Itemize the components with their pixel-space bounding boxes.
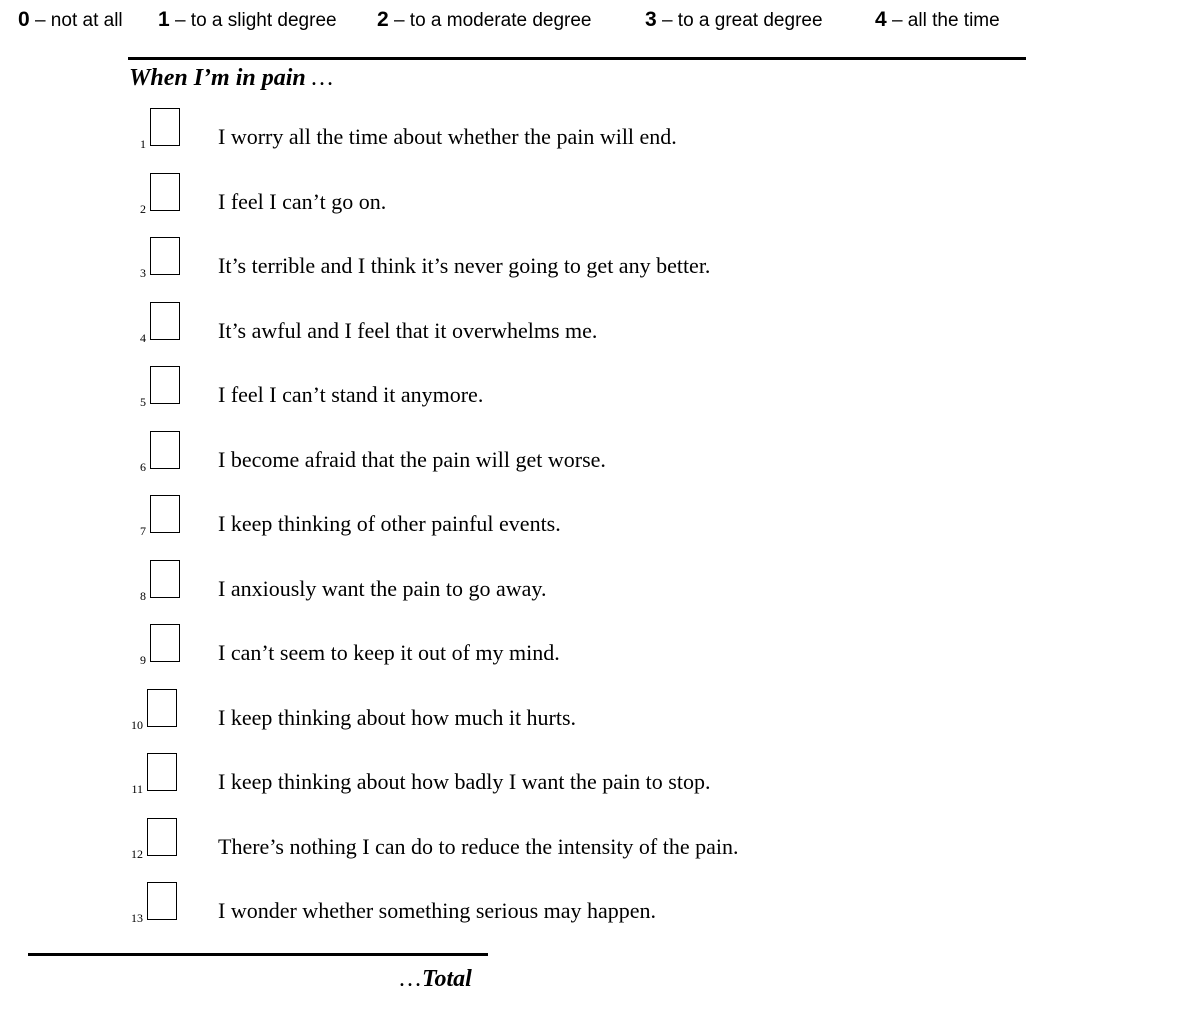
item-statement: It’s terrible and I think it’s never going to get any better. — [218, 253, 711, 278]
heading-text: When I’m in pain — [129, 65, 306, 91]
item-statement: I keep thinking about how badly I want the pain to stop. — [218, 769, 711, 794]
rating-box[interactable] — [147, 818, 177, 856]
scale-label: – not at all — [29, 10, 123, 31]
list-item — [0, 753, 900, 803]
item-statement: There’s nothing I can do to reduce the intensity of the pain. — [218, 834, 739, 859]
scale-label: – to a great degree — [656, 10, 823, 31]
list-item — [0, 882, 900, 932]
rating-box[interactable] — [147, 753, 177, 791]
rating-box[interactable] — [147, 882, 177, 920]
item-statement: I can’t seem to keep it out of my mind. — [218, 640, 560, 665]
rating-scale-legend — [18, 8, 1018, 36]
scale-value: 1 — [158, 8, 170, 31]
item-statement: I keep thinking of other painful events. — [218, 511, 561, 536]
scale-option-3 — [645, 8, 823, 32]
list-item — [0, 818, 900, 868]
scale-option-4 — [875, 8, 1000, 32]
total-word: Total — [422, 966, 472, 992]
section-heading — [129, 65, 333, 92]
item-number: 11 — [131, 782, 143, 796]
item-number: 5 — [140, 395, 146, 409]
scale-value: 0 — [18, 8, 30, 31]
scale-label: – to a slight degree — [169, 10, 337, 31]
rating-box[interactable] — [150, 560, 180, 598]
total-label — [398, 966, 472, 993]
item-number: 3 — [140, 266, 146, 280]
scale-label: – all the time — [886, 10, 1000, 31]
item-number: 8 — [140, 589, 146, 603]
scale-value: 2 — [377, 8, 389, 31]
rating-box[interactable] — [150, 624, 180, 662]
list-item — [0, 302, 900, 352]
top-divider — [128, 57, 1026, 60]
list-item — [0, 108, 900, 158]
scale-label: – to a moderate degree — [388, 10, 592, 31]
rating-box[interactable] — [150, 302, 180, 340]
heading-ellipsis: … — [305, 65, 334, 91]
list-item — [0, 431, 900, 481]
item-number: 9 — [140, 653, 146, 667]
list-item — [0, 237, 900, 287]
total-prefix: … — [398, 966, 422, 992]
list-item — [0, 560, 900, 610]
list-item — [0, 173, 900, 223]
item-number: 7 — [140, 524, 146, 538]
item-statement: I worry all the time about whether the pain will end. — [218, 124, 677, 149]
item-statement: I keep thinking about how much it hurts. — [218, 705, 577, 730]
bottom-divider — [28, 953, 488, 956]
scale-value: 4 — [875, 8, 887, 31]
list-item — [0, 366, 900, 416]
list-item — [0, 624, 900, 674]
list-item — [0, 689, 900, 739]
rating-box[interactable] — [150, 173, 180, 211]
rating-box[interactable] — [150, 431, 180, 469]
item-statement: I become afraid that the pain will get worse. — [218, 447, 606, 472]
rating-box[interactable] — [150, 237, 180, 275]
item-number: 4 — [140, 331, 146, 345]
rating-box[interactable] — [150, 108, 180, 146]
item-number: 10 — [131, 718, 143, 732]
item-number: 13 — [131, 911, 143, 925]
item-statement: I wonder whether something serious may happen. — [218, 898, 657, 923]
item-statement: I feel I can’t go on. — [218, 189, 387, 214]
item-number: 6 — [140, 460, 146, 474]
list-item — [0, 495, 900, 545]
rating-box[interactable] — [147, 689, 177, 727]
item-statement: I anxiously want the pain to go away. — [218, 576, 547, 601]
item-number: 12 — [131, 847, 143, 861]
item-number: 2 — [140, 202, 146, 216]
item-statement: It’s awful and I feel that it overwhelms me. — [218, 318, 598, 343]
rating-box[interactable] — [150, 366, 180, 404]
scale-option-2 — [377, 8, 592, 32]
scale-option-0 — [18, 8, 123, 32]
scale-value: 3 — [645, 8, 657, 31]
rating-box[interactable] — [150, 495, 180, 533]
item-statement: I feel I can’t stand it anymore. — [218, 382, 484, 407]
scale-option-1 — [158, 8, 337, 32]
item-number: 1 — [140, 137, 146, 151]
